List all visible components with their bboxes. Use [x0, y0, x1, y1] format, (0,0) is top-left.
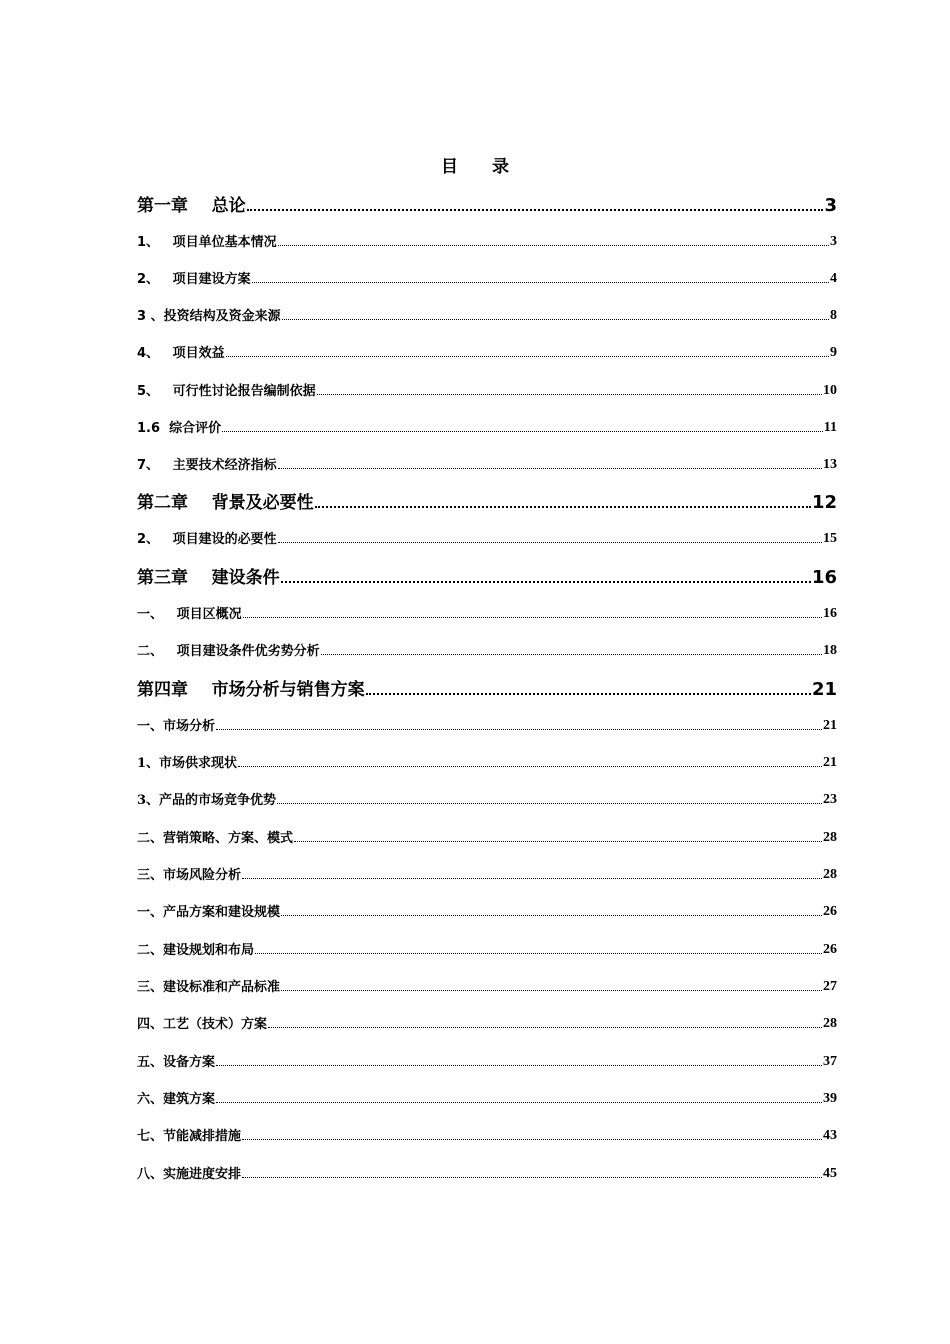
dot-leader: [216, 1065, 822, 1066]
toc-entry-label: 第四章 市场分析与销售方案: [137, 680, 365, 700]
toc-entry-page: 21: [823, 755, 837, 770]
dot-leader: [242, 1177, 822, 1178]
dot-leader: [238, 766, 822, 767]
toc-entry[interactable]: [137, 1089, 837, 1107]
dot-leader: [222, 431, 823, 432]
toc-title: 目 录: [441, 157, 523, 177]
dot-leader: [317, 394, 822, 395]
toc-entry-page: 18: [823, 643, 837, 658]
dot-leader: [281, 581, 811, 583]
dot-leader: [278, 542, 822, 543]
toc-entry-label: 六、建筑方案: [137, 1092, 216, 1107]
toc-entry-page: 26: [823, 904, 837, 919]
toc-entry[interactable]: [137, 1126, 837, 1144]
toc-entry-label: 1、 项目单位基本情况: [137, 235, 277, 250]
toc-entry-page: 13: [823, 457, 837, 472]
dot-leader: [252, 282, 829, 283]
toc-entry[interactable]: [137, 455, 837, 473]
toc-entry-page: 39: [823, 1091, 837, 1106]
dot-leader: [282, 319, 829, 320]
dot-leader: [294, 841, 822, 842]
toc-entry[interactable]: [137, 381, 837, 399]
toc-entry-label: 5、 可行性讨论报告编制依据: [137, 384, 316, 399]
toc-entry[interactable]: [137, 676, 837, 700]
toc-entry-label: 7、 主要技术经济指标: [137, 458, 277, 473]
toc-entry-label: 二、 项目建设条件优劣势分析: [137, 644, 320, 659]
toc-entry[interactable]: [137, 564, 837, 588]
toc-entry[interactable]: [137, 418, 837, 436]
dot-leader: [255, 953, 822, 954]
toc-entry-page: 4: [830, 271, 837, 286]
toc-entry-label: 1.6 综合评价: [137, 421, 222, 436]
toc-entry-page: 28: [823, 830, 837, 845]
toc-entry-label: 3、产品的市场竞争优势: [137, 793, 277, 808]
toc-entry[interactable]: [137, 192, 837, 216]
toc-entry-page: 8: [830, 308, 837, 323]
toc-entry[interactable]: [137, 604, 837, 622]
toc-entry-label: 4、 项目效益: [137, 346, 225, 361]
toc-entry-label: 五、设备方案: [137, 1055, 216, 1070]
dot-leader: [278, 468, 822, 469]
toc-entry[interactable]: [137, 232, 837, 250]
toc-entry-page: 26: [823, 942, 837, 957]
toc-entry-page: 11: [823, 420, 837, 435]
toc-entry[interactable]: [137, 828, 837, 846]
toc-entry-page: 45: [823, 1166, 837, 1181]
toc-entry-label: 一、市场分析: [137, 719, 216, 734]
toc-entry[interactable]: [137, 306, 837, 324]
toc-entry-label: 四、工艺（技术）方案: [137, 1017, 268, 1032]
toc-entry-page: 21: [811, 679, 837, 700]
toc-entry-page: 28: [823, 867, 837, 882]
toc-entry-page: 23: [823, 792, 837, 807]
dot-leader: [277, 803, 822, 804]
toc-entry[interactable]: [137, 343, 837, 361]
toc-entry[interactable]: [137, 865, 837, 883]
dot-leader: [226, 356, 829, 357]
toc-entry-label: 1、市场供求现状: [137, 756, 238, 771]
toc-entry[interactable]: [137, 1052, 837, 1070]
toc-entry[interactable]: [137, 790, 837, 808]
dot-leader: [366, 693, 811, 695]
toc-entry-label: 2、 项目建设的必要性: [137, 532, 277, 547]
toc-entry-page: 43: [823, 1128, 837, 1143]
toc-entry[interactable]: [137, 1014, 837, 1032]
toc-entry-label: 第二章 背景及必要性: [137, 493, 314, 513]
toc-entry[interactable]: [137, 977, 837, 995]
toc-entry-label: 第一章 总论: [137, 196, 246, 216]
toc-entry[interactable]: [137, 269, 837, 287]
toc-entry-label: 七、节能减排措施: [137, 1129, 242, 1144]
toc-entry-label: 3 、投资结构及资金来源: [137, 309, 281, 324]
toc-entry[interactable]: [137, 716, 837, 734]
toc-entry[interactable]: [137, 753, 837, 771]
toc-entry-page: 10: [823, 383, 837, 398]
toc-entry[interactable]: [137, 641, 837, 659]
toc-entry-label: 三、市场风险分析: [137, 868, 242, 883]
toc-entry-label: 二、营销策略、方案、模式: [137, 831, 294, 846]
toc-entry-label: 三、建设标准和产品标准: [137, 980, 281, 995]
toc-entry[interactable]: [137, 489, 837, 513]
dot-leader: [216, 729, 822, 730]
dot-leader: [242, 1139, 822, 1140]
dot-leader: [315, 506, 811, 508]
toc-entry-page: 12: [811, 492, 837, 513]
toc-entry-label: 一、 项目区概况: [137, 607, 242, 622]
toc-entry-page: 15: [823, 531, 837, 546]
dot-leader: [268, 1027, 822, 1028]
toc-entry-page: 16: [823, 606, 837, 621]
dot-leader: [281, 915, 822, 916]
dot-leader: [242, 878, 822, 879]
toc-entry-label: 2、 项目建设方案: [137, 272, 251, 287]
dot-leader: [281, 990, 822, 991]
dot-leader: [247, 209, 824, 211]
toc-entry-label: 八、实施进度安排: [137, 1167, 242, 1182]
toc-entry[interactable]: [137, 902, 837, 920]
toc-entry[interactable]: [137, 1164, 837, 1182]
dot-leader: [216, 1102, 822, 1103]
toc-entry-page: 3: [824, 195, 837, 216]
toc-entry-page: 16: [811, 567, 837, 588]
toc-entry-page: 21: [823, 718, 837, 733]
toc-entry-page: 27: [823, 979, 837, 994]
toc-entry-label: 一、产品方案和建设规模: [137, 905, 281, 920]
toc-entry-label: 二、建设规划和布局: [137, 943, 255, 958]
toc-entry-page: 28: [823, 1016, 837, 1031]
toc-entry[interactable]: [137, 529, 837, 547]
dot-leader: [243, 617, 822, 618]
toc-entry[interactable]: [137, 940, 837, 958]
toc-entry-page: 37: [823, 1054, 837, 1069]
toc-entry-label: 第三章 建设条件: [137, 568, 280, 588]
dot-leader: [321, 654, 822, 655]
toc-entry-page: 9: [830, 345, 837, 360]
dot-leader: [278, 245, 829, 246]
toc-entry-page: 3: [830, 234, 837, 249]
